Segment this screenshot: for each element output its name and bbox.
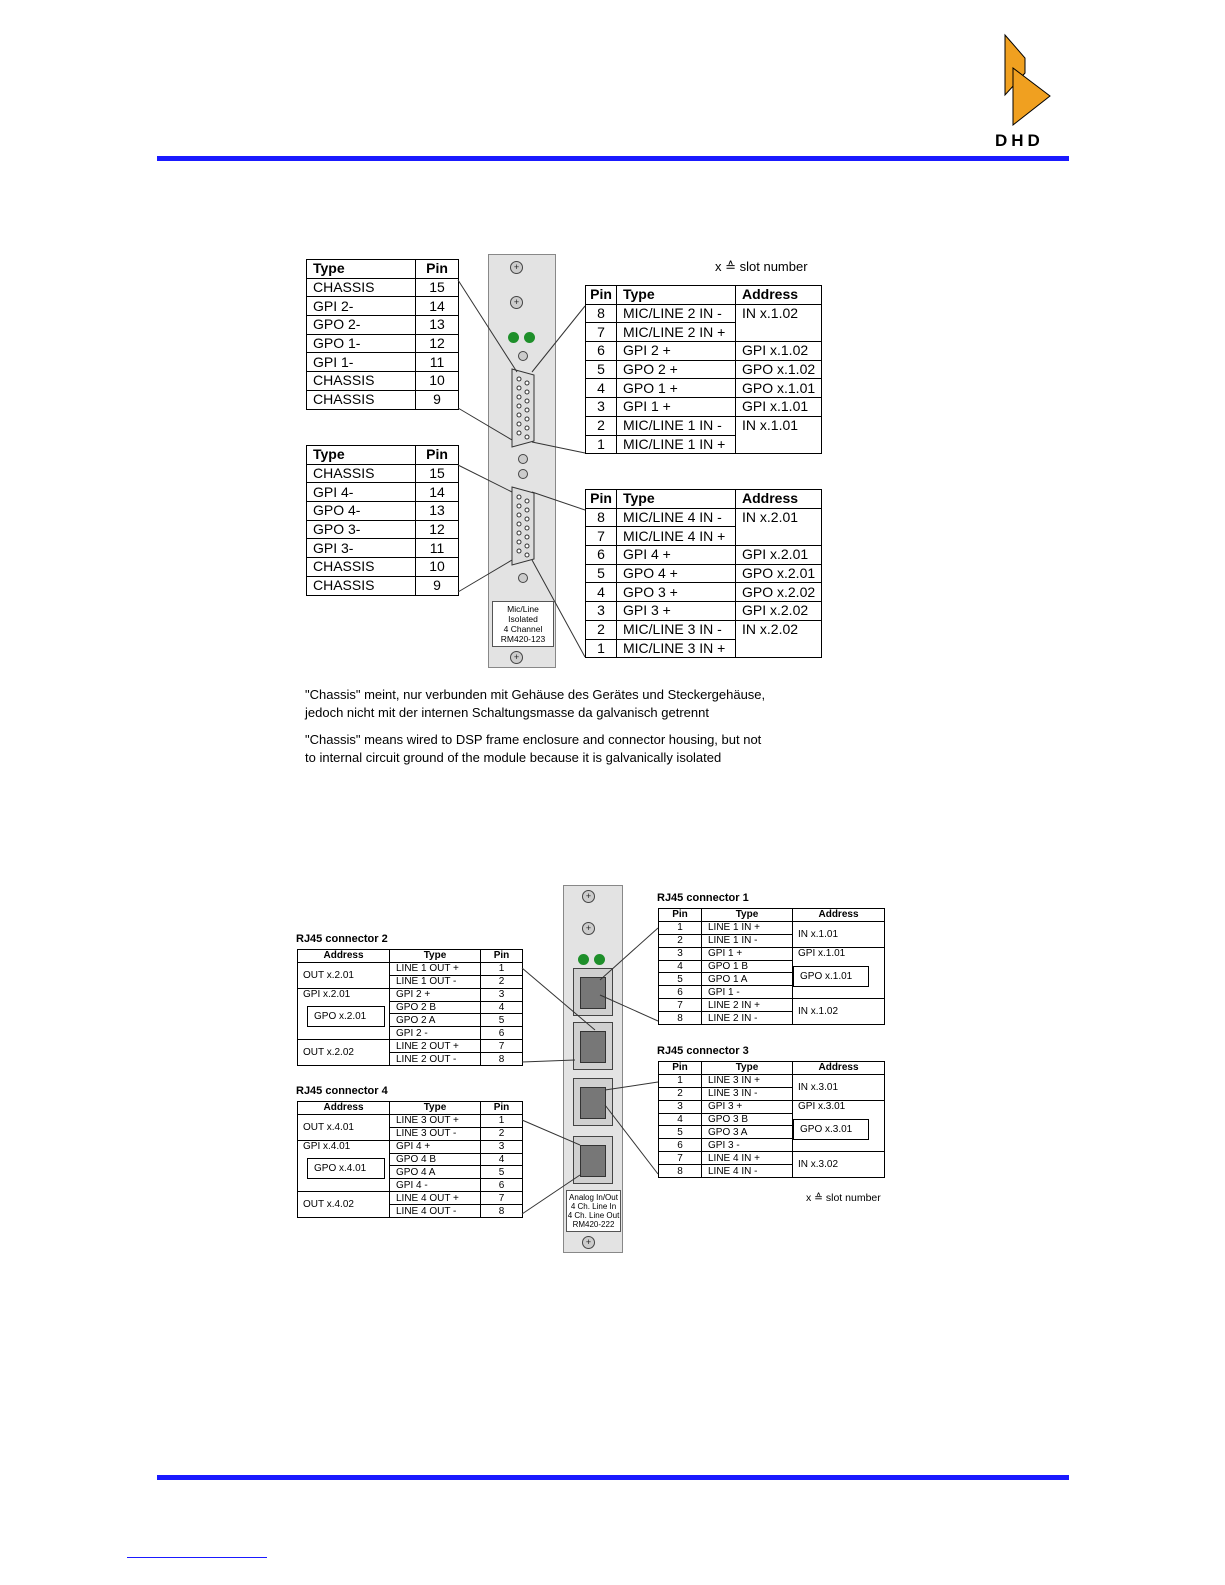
type-cell: MIC/LINE 2 IN - — [617, 304, 736, 323]
pin-cell: 4 — [659, 960, 702, 973]
type-cell: LINE 3 IN - — [702, 1087, 793, 1100]
type-cell: CHASSIS — [307, 558, 416, 577]
slot-number-note: x ≙ slot number — [715, 259, 808, 274]
address-cell: GPI x.3.01 — [793, 1100, 885, 1152]
pin-cell: 15 — [416, 278, 459, 297]
pin-cell: 10 — [416, 372, 459, 391]
type-cell: GPO 3 A — [702, 1126, 793, 1139]
table-row — [307, 353, 459, 372]
dsub-bottom-right-table — [585, 489, 822, 658]
pin-cell: 6 — [586, 342, 617, 361]
chassis-note-de — [305, 686, 765, 722]
type-cell: GPI 2 + — [617, 342, 736, 361]
pin-cell: 4 — [659, 1113, 702, 1126]
table-row — [586, 620, 822, 639]
type-cell: LINE 3 OUT + — [390, 1114, 481, 1127]
pin-cell: 9 — [416, 576, 459, 595]
table-row — [659, 1074, 885, 1087]
pin-cell: 13 — [416, 502, 459, 521]
table-row — [307, 278, 459, 297]
type-cell: GPO 4 B — [390, 1153, 481, 1166]
address-cell: GPO x.2.01 — [736, 564, 822, 583]
screw-icon: + — [582, 1236, 595, 1249]
dsub-top-left-table — [306, 259, 459, 410]
table-row — [307, 390, 459, 409]
module-rm420-222 — [563, 885, 623, 1253]
address-cell: GPI x.1.01 — [793, 947, 885, 999]
address-cell: IN x.1.02 — [736, 304, 822, 341]
pin-cell: 2 — [481, 975, 523, 988]
header-address: Address — [793, 1062, 885, 1075]
screw-icon: + — [510, 651, 523, 664]
note-line: to internal circuit ground of the module because it is galvanically isolated — [305, 750, 722, 765]
pin-cell: 5 — [586, 564, 617, 583]
type-cell: GPI 4- — [307, 483, 416, 502]
pin-cell: 1 — [481, 962, 523, 975]
pin-cell: 1 — [586, 639, 617, 658]
module-label — [492, 601, 554, 647]
table-row — [307, 502, 459, 521]
type-cell: LINE 4 OUT + — [390, 1192, 481, 1205]
rj45-connector-4-title: RJ45 connector 4 — [296, 1085, 388, 1097]
table-row — [298, 1040, 523, 1053]
dhd-logo-icon — [1003, 33, 1053, 128]
dsub-connector-icon — [509, 485, 537, 567]
type-cell: GPI 2- — [307, 297, 416, 316]
table-row — [586, 546, 822, 565]
type-cell: GPI 3 + — [617, 602, 736, 621]
pin-cell: 5 — [659, 973, 702, 986]
pin-cell: 8 — [659, 1165, 702, 1178]
pin-cell: 8 — [659, 1012, 702, 1025]
header-type: Type — [617, 490, 736, 509]
note-line: "Chassis" meint, nur verbunden mit Gehäuse des Gerätes und Steckergehäuse, — [305, 687, 766, 702]
address-cell: IN x.2.02 — [736, 620, 822, 657]
header-address: Address — [298, 1102, 390, 1115]
type-cell: LINE 1 OUT + — [390, 962, 481, 975]
type-cell: GPI 4 + — [390, 1140, 481, 1153]
pin-cell: 5 — [481, 1166, 523, 1179]
pin-cell: 6 — [586, 546, 617, 565]
note-line: jedoch nicht mit der internen Schaltungsmasse da galvanisch getrennt — [305, 705, 709, 720]
dsub-top-right-table — [585, 285, 822, 454]
table-row — [307, 520, 459, 539]
table-row — [586, 379, 822, 398]
pin-cell: 15 — [416, 464, 459, 483]
rj45-port-4-icon — [573, 1136, 613, 1184]
pin-cell: 8 — [586, 304, 617, 323]
table-row — [307, 483, 459, 502]
address-cell: OUT x.2.01 — [298, 962, 390, 988]
header-pin: Pin — [481, 1102, 523, 1115]
type-cell: MIC/LINE 4 IN + — [617, 527, 736, 546]
type-cell: CHASSIS — [307, 278, 416, 297]
address-cell: GPI x.2.01 — [298, 988, 390, 1040]
note-line: "Chassis" means wired to DSP frame enclosure and connector housing, but not — [305, 732, 762, 747]
type-cell: LINE 4 IN + — [702, 1152, 793, 1165]
gpo-box: GPO x.4.01 — [307, 1158, 385, 1179]
address-cell: OUT x.4.02 — [298, 1192, 390, 1218]
pin-cell: 1 — [586, 435, 617, 454]
type-cell: GPO 2 + — [617, 360, 736, 379]
header-pin: Pin — [586, 490, 617, 509]
type-cell: CHASSIS — [307, 390, 416, 409]
type-cell: LINE 2 OUT - — [390, 1053, 481, 1066]
header-type: Type — [702, 1062, 793, 1075]
table-row — [298, 962, 523, 975]
dsub-bottom-left-table — [306, 445, 459, 596]
pin-cell: 5 — [586, 360, 617, 379]
pin-cell: 7 — [659, 1152, 702, 1165]
header-pin: Pin — [481, 950, 523, 963]
type-cell: GPO 4 A — [390, 1166, 481, 1179]
header-pin: Pin — [659, 1062, 702, 1075]
pin-cell: 2 — [659, 1087, 702, 1100]
chassis-note-en — [305, 731, 761, 767]
header-type: Type — [390, 950, 481, 963]
address-cell: GPI x.1.02 — [736, 342, 822, 361]
type-cell: GPI 4 - — [390, 1179, 481, 1192]
gpo-box: GPO x.2.01 — [307, 1006, 385, 1027]
pin-cell: 6 — [481, 1027, 523, 1040]
table-row — [659, 921, 885, 934]
pin-cell: 7 — [586, 323, 617, 342]
pin-cell: 13 — [416, 316, 459, 335]
dsub-connector-icon — [509, 367, 537, 449]
gpo-box: GPO x.1.01 — [793, 966, 869, 987]
gpo-box: GPO x.3.01 — [793, 1119, 869, 1140]
screw-icon — [518, 469, 528, 479]
led-icon — [594, 954, 605, 965]
pin-cell: 2 — [659, 934, 702, 947]
screw-icon: + — [582, 922, 595, 935]
header-pin: Pin — [586, 286, 617, 305]
pin-cell: 12 — [416, 520, 459, 539]
rj45-connector-1-title: RJ45 connector 1 — [657, 892, 749, 904]
address-cell: OUT x.4.01 — [298, 1114, 390, 1140]
table-row — [307, 576, 459, 595]
screw-icon: + — [510, 261, 523, 274]
type-cell: LINE 2 OUT + — [390, 1040, 481, 1053]
table-row — [307, 558, 459, 577]
pin-cell: 5 — [659, 1126, 702, 1139]
type-cell: GPO 3- — [307, 520, 416, 539]
header-address: Address — [736, 490, 822, 509]
header-pin: Pin — [416, 260, 459, 279]
type-cell: GPO 1 B — [702, 960, 793, 973]
type-cell: GPI 2 + — [390, 988, 481, 1001]
type-cell: GPI 4 + — [617, 546, 736, 565]
address-cell: IN x.1.02 — [793, 999, 885, 1025]
table-row — [307, 539, 459, 558]
pin-cell: 12 — [416, 334, 459, 353]
table-row — [307, 372, 459, 391]
address-cell: GPO x.2.02 — [736, 583, 822, 602]
type-cell: MIC/LINE 3 IN - — [617, 620, 736, 639]
table-row — [307, 297, 459, 316]
address-cell: GPI x.2.01 — [736, 546, 822, 565]
table-row — [307, 334, 459, 353]
pin-cell: 2 — [586, 416, 617, 435]
table-row — [298, 988, 523, 1001]
screw-icon: + — [510, 296, 523, 309]
type-cell: GPO 1- — [307, 334, 416, 353]
screw-icon — [518, 454, 528, 464]
type-cell: GPO 1 + — [617, 379, 736, 398]
table-row — [586, 342, 822, 361]
table-row — [298, 1114, 523, 1127]
logo-text: DHD — [995, 131, 1044, 150]
pin-cell: 1 — [659, 1074, 702, 1087]
pin-cell: 2 — [586, 620, 617, 639]
type-cell: GPO 4- — [307, 502, 416, 521]
table-row — [586, 360, 822, 379]
address-cell: IN x.3.02 — [793, 1152, 885, 1178]
table-row — [586, 304, 822, 323]
pin-cell: 7 — [659, 999, 702, 1012]
type-cell: MIC/LINE 4 IN - — [617, 508, 736, 527]
type-cell: GPI 3 - — [702, 1139, 793, 1152]
pin-cell: 5 — [481, 1014, 523, 1027]
header-address: Address — [298, 950, 390, 963]
table-row — [586, 583, 822, 602]
pin-cell: 7 — [481, 1040, 523, 1053]
type-cell: MIC/LINE 1 IN - — [617, 416, 736, 435]
pin-cell: 6 — [481, 1179, 523, 1192]
type-cell: GPO 3 B — [702, 1113, 793, 1126]
table-row — [586, 602, 822, 621]
pin-cell: 3 — [659, 947, 702, 960]
screw-icon — [518, 573, 528, 583]
pin-cell: 6 — [659, 986, 702, 999]
pin-cell: 3 — [481, 1140, 523, 1153]
module-label-line: Mic/Line — [507, 604, 539, 614]
header-pin: Pin — [659, 909, 702, 922]
module-label-line: Isolated — [508, 614, 538, 624]
module-label-line: RM420-123 — [500, 634, 546, 644]
header-type: Type — [702, 909, 793, 922]
pin-cell: 10 — [416, 558, 459, 577]
type-cell: GPO 1 A — [702, 973, 793, 986]
screw-icon — [518, 351, 528, 361]
pin-cell: 4 — [586, 379, 617, 398]
module-label-line: Analog In/Out — [569, 1193, 618, 1202]
type-cell: LINE 1 IN - — [702, 934, 793, 947]
type-cell: GPO 2 A — [390, 1014, 481, 1027]
pin-cell: 14 — [416, 297, 459, 316]
address-cell: GPI x.4.01 — [298, 1140, 390, 1192]
pin-cell: 7 — [586, 527, 617, 546]
address-cell: IN x.1.01 — [736, 416, 822, 453]
table-row — [298, 1140, 523, 1153]
pin-cell: 1 — [659, 921, 702, 934]
header-pin: Pin — [416, 446, 459, 465]
pin-cell: 3 — [586, 398, 617, 417]
address-cell: OUT x.2.02 — [298, 1040, 390, 1066]
header-type: Type — [307, 260, 416, 279]
led-icon — [578, 954, 589, 965]
table-row — [586, 398, 822, 417]
type-cell: LINE 2 IN - — [702, 1012, 793, 1025]
type-cell: LINE 4 OUT - — [390, 1205, 481, 1218]
type-cell: CHASSIS — [307, 464, 416, 483]
footnote-divider — [127, 1557, 267, 1558]
pin-cell: 4 — [481, 1001, 523, 1014]
header-type: Type — [390, 1102, 481, 1115]
rj45-connector-3-title: RJ45 connector 3 — [657, 1045, 749, 1057]
type-cell: GPI 1- — [307, 353, 416, 372]
module-label-line: 4 Ch. Line In — [570, 1202, 617, 1211]
pin-cell: 11 — [416, 353, 459, 372]
table-row — [307, 464, 459, 483]
type-cell: MIC/LINE 1 IN + — [617, 435, 736, 454]
table-row — [298, 1192, 523, 1205]
footer-rule — [157, 1475, 1069, 1480]
pin-cell: 2 — [481, 1127, 523, 1140]
type-cell: GPI 3 + — [702, 1100, 793, 1113]
pin-cell: 9 — [416, 390, 459, 409]
module-label-line: 4 Ch. Line Out — [567, 1211, 620, 1220]
type-cell: GPO 2 B — [390, 1001, 481, 1014]
address-cell: IN x.1.01 — [793, 921, 885, 947]
pin-cell: 6 — [659, 1139, 702, 1152]
table-row — [659, 999, 885, 1012]
table-row — [659, 947, 885, 960]
type-cell: MIC/LINE 2 IN + — [617, 323, 736, 342]
screw-icon: + — [582, 890, 595, 903]
led-icon — [524, 332, 535, 343]
pin-cell: 4 — [586, 583, 617, 602]
type-cell: GPI 1 - — [702, 986, 793, 999]
module-label — [566, 1190, 621, 1232]
table-row — [659, 1100, 885, 1113]
address-cell: IN x.2.01 — [736, 508, 822, 545]
type-cell: LINE 3 OUT - — [390, 1127, 481, 1140]
rj45-port-2-icon — [573, 1022, 613, 1070]
type-cell: GPI 2 - — [390, 1027, 481, 1040]
type-cell: GPO 3 + — [617, 583, 736, 602]
type-cell: CHASSIS — [307, 372, 416, 391]
table-row — [307, 316, 459, 335]
pin-cell: 3 — [481, 988, 523, 1001]
type-cell: GPI 1 + — [617, 398, 736, 417]
table-row — [659, 1152, 885, 1165]
header-rule — [157, 156, 1069, 161]
pin-cell: 8 — [481, 1205, 523, 1218]
table-row — [586, 416, 822, 435]
type-cell: LINE 2 IN + — [702, 999, 793, 1012]
type-cell: GPI 3- — [307, 539, 416, 558]
type-cell: MIC/LINE 3 IN + — [617, 639, 736, 658]
header-type: Type — [617, 286, 736, 305]
address-cell: GPO x.1.02 — [736, 360, 822, 379]
pin-cell: 14 — [416, 483, 459, 502]
pin-cell: 3 — [659, 1100, 702, 1113]
rj45-port-3-icon — [573, 1078, 613, 1126]
pin-cell: 1 — [481, 1114, 523, 1127]
type-cell: CHASSIS — [307, 576, 416, 595]
pin-cell: 8 — [481, 1053, 523, 1066]
address-cell: GPI x.2.02 — [736, 602, 822, 621]
header-address: Address — [793, 909, 885, 922]
type-cell: LINE 1 IN + — [702, 921, 793, 934]
address-cell: GPI x.1.01 — [736, 398, 822, 417]
module-label-line: 4 Channel — [503, 624, 543, 634]
header-address: Address — [736, 286, 822, 305]
address-cell: IN x.3.01 — [793, 1074, 885, 1100]
type-cell: LINE 1 OUT - — [390, 975, 481, 988]
type-cell: LINE 4 IN - — [702, 1165, 793, 1178]
pin-cell: 4 — [481, 1153, 523, 1166]
pin-cell: 7 — [481, 1192, 523, 1205]
type-cell: GPI 1 + — [702, 947, 793, 960]
module-label-line: RM420-222 — [572, 1220, 615, 1229]
table-row — [586, 564, 822, 583]
type-cell: GPO 2- — [307, 316, 416, 335]
table-row — [586, 508, 822, 527]
rj45-connector-2-title: RJ45 connector 2 — [296, 933, 388, 945]
pin-cell: 8 — [586, 508, 617, 527]
led-icon — [508, 332, 519, 343]
rj45-port-1-icon — [573, 968, 613, 1016]
type-cell: LINE 3 IN + — [702, 1074, 793, 1087]
slot-number-note: x ≙ slot number — [806, 1192, 881, 1204]
module-rm420-123 — [488, 254, 556, 668]
pin-cell: 3 — [586, 602, 617, 621]
type-cell: GPO 4 + — [617, 564, 736, 583]
header-type: Type — [307, 446, 416, 465]
pin-cell: 11 — [416, 539, 459, 558]
address-cell: GPO x.1.01 — [736, 379, 822, 398]
